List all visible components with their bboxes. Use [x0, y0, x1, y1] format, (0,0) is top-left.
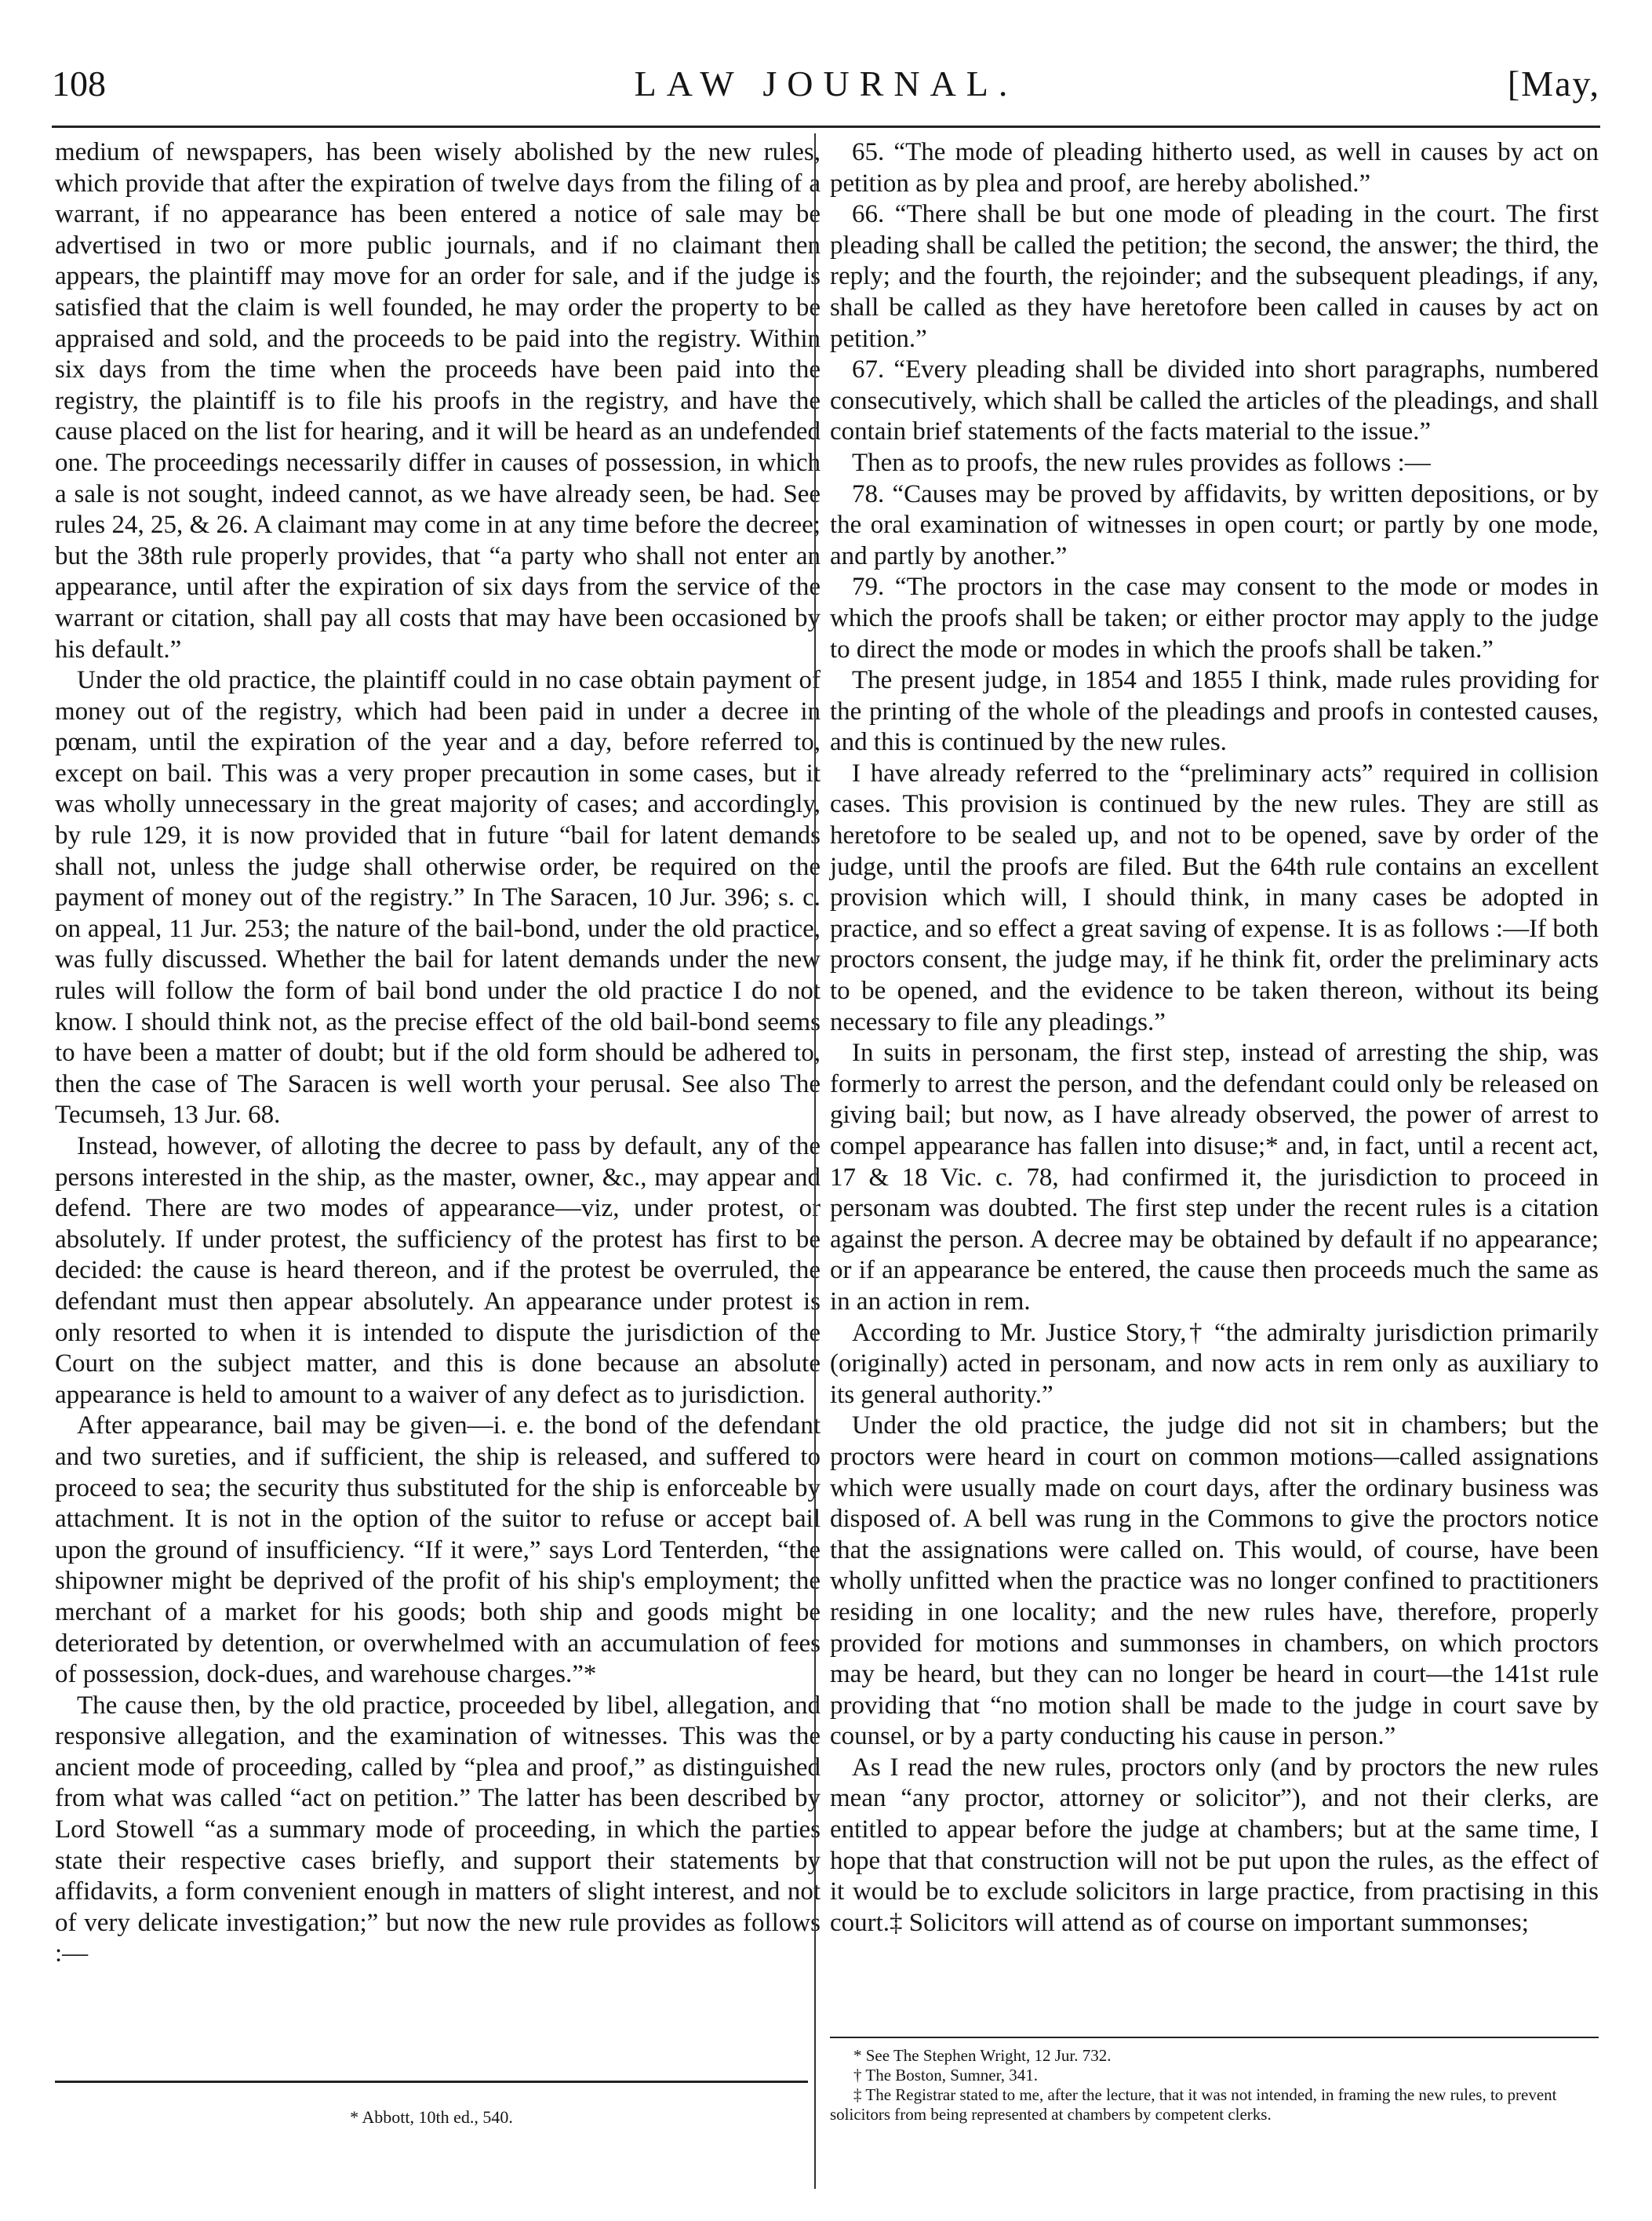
footnote: † The Boston, Sumner, 341. — [853, 2066, 1039, 2084]
paragraph: Under the old practice, the plaintiff could in no case obtain payment of money out of the registry, which had been paid in under a decree in pœnam, until the expiration of the year and a day, before referred to, except on bail. This was a very proper precaution in some cases, but it was wholly unnecessary in the great majority of cases; and accordingly, by rule 129, it is now provided that in future “bail for latent demands shall not, unless the judge shall otherwise order, be required on the payment of money out of the registry.” In The Saracen, 10 Jur. 396; s. c. on appeal, 11 Jur. 253; the nature of the bail-bond, under the old practice, was fully discussed. Whether the bail for latent demands under the new rules will follow the form of bail bond under the old practice I do not know. I should think not, as the precise effect of the old bail-bond seems to have been a matter of doubt; but if the old form should be adhered to, then the case of The Saracen is well worth your perusal. See also The Tecumseh, 13 Jur. 68. — [55, 666, 821, 1130]
column-divider — [814, 133, 816, 2189]
paragraph: 66. “There shall be but one mode of pleading in the court. The first pleading shall be called the petition; the second, the answer; the third, the reply; and the fourth, the rejoinder; and the subsequent pleadings, if any, shall be called as they have heretofore been called in causes by act on petition.” — [830, 200, 1599, 353]
footnote-rule — [55, 2081, 808, 2083]
paragraph: The present judge, in 1854 and 1855 I think, made rules providing for the printing of the whole of the pleadings and proofs in contested causes, and this is continued by the new rules. — [830, 666, 1599, 757]
running-title: LAW JOURNAL. — [634, 64, 1018, 104]
footnotes — [830, 2046, 1599, 2125]
paragraph: According to Mr. Justice Story,† “the admiralty jurisdiction primarily (originally) acted in personam, and now acts in rem only as auxiliary to its general authority.” — [830, 1318, 1599, 1409]
paragraph: 65. “The mode of pleading hitherto used, as well in causes by act on petition as by plea and proof, are hereby abolished.” — [830, 138, 1599, 198]
paragraph: Then as to proofs, the new rules provides as follows :— — [852, 448, 1431, 477]
header-rule — [52, 126, 1600, 128]
footnote: * Abbott, 10th ed., 540. — [350, 2107, 513, 2127]
paragraph: The cause then, by the old practice, proceeded by libel, allegation, and responsive allegation, and the examination of witnesses. This was the ancient mode of proceeding, called by “plea and proof,” as distinguished from what was called “act on petition.” The latter has been described by Lord Stowell “as a summary mode of proceeding, in which the parties state their respective cases briefly, and support their statements by affidavits, a form convenient enough in matters of slight interest, and not of very delicate investigation;” but now the new rule provides as follows :— — [55, 1691, 821, 1968]
page-header — [52, 63, 1600, 133]
footnote: ‡ The Registrar stated to me, after the lecture, that it was not intended, in framing the new rules, to prevent solicitors from being represented at chambers by competent clerks. — [830, 2085, 1557, 2124]
paragraph: Under the old practice, the judge did not sit in chambers; but the proctors were heard in court on common motions—called assignations which were usually made on court days, after the ordinary business was disposed of. A bell was rung in the Commons to give the proctors notice that the assignations were called on. This would, of course, have been wholly unfitted when the practice was no longer confined to practitioners residing in one locality; and the new rules have, therefore, properly provided for motions and summonses in chambers, on which proctors may be heard, but they can no longer be heard in court—the 141st rule providing that “no motion shall be made to the judge in court save by counsel, or by a party conducting his cause in person.” — [830, 1411, 1599, 1751]
paragraph: After appearance, bail may be given—i. e. the bond of the defendant and two sureties, and if sufficient, the ship is released, and suffered to proceed to sea; the security thus substituted for the ship is enforceable by attachment. It is not in the option of the suitor to refuse or accept bail upon the ground of insufficiency. “If it were,” says Lord Tenterden, “the shipowner might be deprived of the profit of his ship's employment; the merchant of a market for his goods; both ship and goods might be deteriorated by detention, or overwhelmed with an accumulation of fees of possession, dock-dues, and warehouse charges.”* — [55, 1411, 821, 1689]
paragraph: I have already referred to the “preliminary acts” required in collision cases. This provision is continued by the new rules. They are still as heretofore to be sealed up, and not to be opened, save by order of the judge, until the proofs are filed. But the 64th rule contains an excellent provision which will, I should think, in many cases be adopted in practice, and so effect a great saving of expense. It is as follows :—If both proctors consent, the judge may, if he think fit, order the preliminary acts to be opened, and the evidence to be taken thereon, without its being necessary to file any pleadings.” — [830, 759, 1599, 1036]
right-column — [830, 137, 1599, 1939]
paragraph: Instead, however, of alloting the decree to pass by default, any of the persons interested in the ship, as the master, owner, &c., may appear and defend. There are two modes of appearance—viz, under protest, or absolutely. If under protest, the sufficiency of the protest has first to be decided: the cause is heard thereon, and if the protest be overruled, the defendant must then appear absolutely. An appearance under protest is only resorted to when it is intended to dispute the jurisdiction of the Court on the subject matter, and this is done because an absolute appearance is held to amount to a waiver of any defect as to jurisdiction. — [55, 1132, 821, 1409]
footnote-rule — [830, 2037, 1599, 2038]
left-column — [55, 137, 821, 1970]
paragraph: As I read the new rules, proctors only (and by proctors the new rules mean “any proctor, attorney or solicitor”), and not their clerks, are entitled to appear before the judge at chambers; but at the same time, I hope that that construction will not be put upon the rules, as the effect of it would be to exclude solicitors in large practice, from practising in this court.‡ Solicitors will attend as of course on important summonses; — [830, 1753, 1599, 1937]
paragraph: 78. “Causes may be proved by affidavits, by written depositions, or by the oral examination of witnesses in open court; or partly by one mode, and partly by another.” — [830, 479, 1599, 570]
footnote: * See The Stephen Wright, 12 Jur. 732. — [853, 2046, 1112, 2065]
page-number: 108 — [52, 64, 106, 104]
paragraph: 67. “Every pleading shall be divided into short paragraphs, numbered consecutively, which shall be called the articles of the pleadings, and shall contain brief statements of the facts material to the issue.” — [830, 355, 1599, 446]
paragraph: medium of newspapers, has been wisely abolished by the new rules, which provide that after the expiration of twelve days from the filing of a warrant, if no appearance has been entered a notice of sale may be advertised in two or more public journals, and if no claimant then appears, the plaintiff may move for an order for sale, and if the judge is satisfied that the claim is well founded, he may order the property to be appraised and sold, and the proceeds to be paid into the registry. Within six days from the time when the proceeds have been paid into the registry, the plaintiff is to file his proofs in the registry, and have the cause placed on the list for hearing, and it will be heard as an undefended one. The proceedings necessarily differ in causes of possession, in which a sale is not sought, indeed cannot, as we have already seen, be had. See rules 24, 25, & 26. A claimant may come in at any time before the decree; but the 38th rule properly provides, that “a party who shall not enter an appearance, until after the expiration of six days from the service of the warrant or citation, shall pay all costs that may have been occasioned by his default.” — [55, 138, 821, 664]
paragraph: 79. “The proctors in the case may consent to the mode or modes in which the proofs shall be taken; or either proctor may apply to the judge to direct the mode or modes in which the proofs shall be taken.” — [830, 573, 1599, 664]
running-month: [May, — [1507, 64, 1600, 104]
paragraph: In suits in personam, the first step, instead of arresting the ship, was formerly to arrest the person, and the defendant could only be released on giving bail; but now, as I have already observed, the power of arrest to compel appearance has fallen into disuse;* and, in fact, until a recent act, 17 & 18 Vic. c. 78, had confirmed it, the jurisdiction to proceed in personam was doubted. The first step under the recent rules is a citation against the person. A decree may be obtained by default if no appearance; or if an appearance be entered, the cause then proceeds much the same as in an action in rem. — [830, 1039, 1599, 1316]
